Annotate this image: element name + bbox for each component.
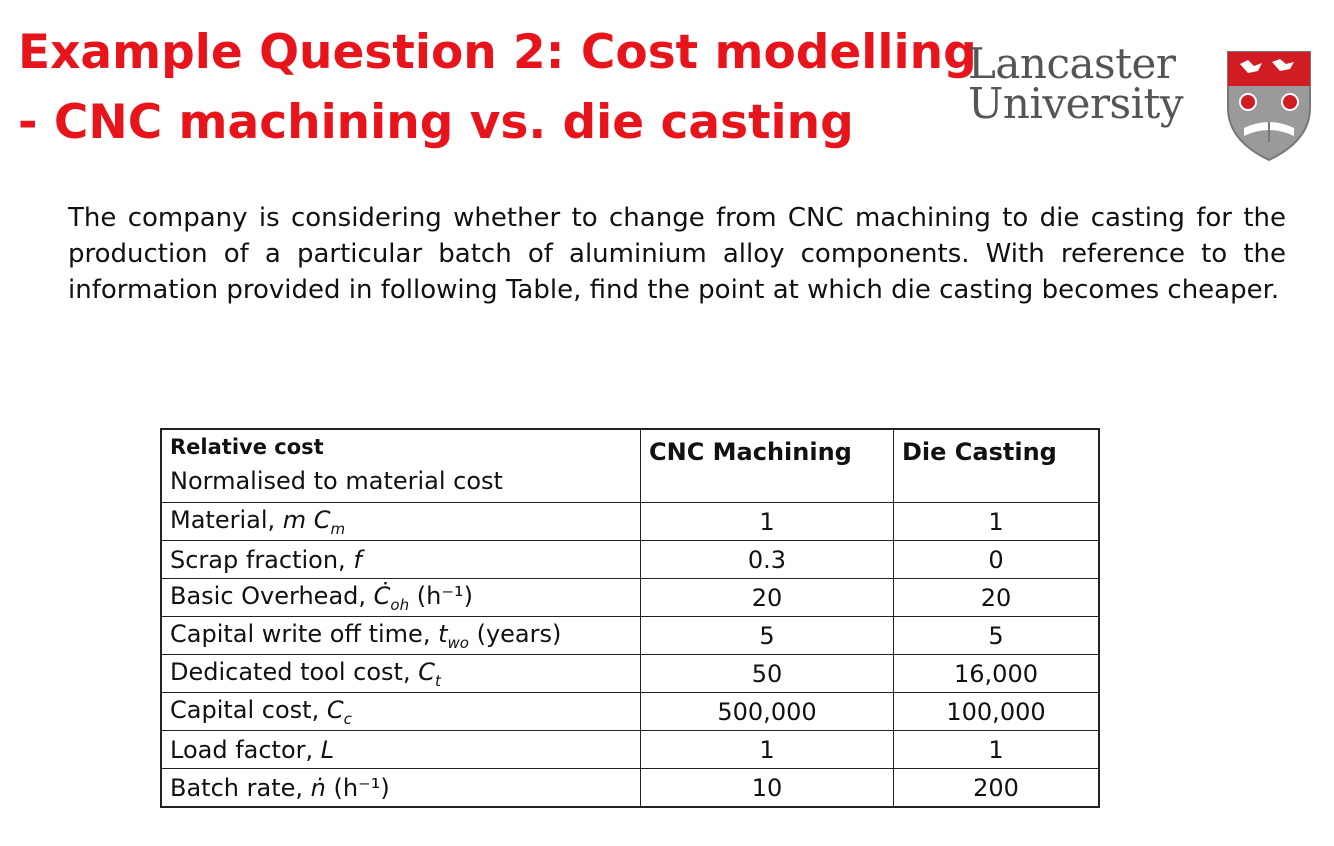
cell-cnc: 500,000 <box>641 693 894 731</box>
header-cnc: CNC Machining <box>641 429 894 503</box>
header-relative-cost <box>161 429 641 503</box>
title-line-1: Example Question 2: Cost modelling <box>18 25 977 80</box>
row-label-text: Capital write off time, <box>170 619 439 648</box>
row-symbol: C <box>418 657 435 686</box>
cell-cnc: 20 <box>641 579 894 617</box>
cell-die: 200 <box>894 769 1100 808</box>
cell-cnc: 50 <box>641 655 894 693</box>
row-symbol-subscript: wo <box>447 633 469 652</box>
university-logo <box>968 39 1318 164</box>
cell-die: 5 <box>894 617 1100 655</box>
logo-line-2: University <box>968 79 1184 128</box>
cell-die: 1 <box>894 503 1100 541</box>
row-unit: (h⁻¹) <box>409 581 473 610</box>
row-label <box>161 693 641 731</box>
table-row <box>161 503 1099 541</box>
row-symbol: L <box>320 735 335 764</box>
cell-die: 20 <box>894 579 1100 617</box>
cell-cnc: 1 <box>641 503 894 541</box>
row-symbol: Ċ <box>373 581 391 610</box>
logo-line-1: Lancaster <box>968 39 1176 88</box>
row-label <box>161 579 641 617</box>
table-row <box>161 579 1099 617</box>
row-label <box>161 503 641 541</box>
slide-title <box>18 18 977 158</box>
row-symbol-subscript: m <box>330 519 346 538</box>
row-label <box>161 655 641 693</box>
table-row <box>161 655 1099 693</box>
cell-cnc: 0.3 <box>641 541 894 579</box>
row-symbol-subscript: oh <box>390 595 410 614</box>
row-label <box>161 617 641 655</box>
table-row <box>161 693 1099 731</box>
cell-die: 0 <box>894 541 1100 579</box>
row-symbol: m C <box>282 505 331 534</box>
crest-icon <box>1226 50 1312 162</box>
cell-die: 100,000 <box>894 693 1100 731</box>
table-row <box>161 731 1099 769</box>
row-label <box>161 541 641 579</box>
row-label-text: Capital cost, <box>170 695 327 724</box>
row-label-text: Scrap fraction, <box>170 545 354 574</box>
row-label <box>161 731 641 769</box>
row-symbol: C <box>326 695 344 724</box>
question-paragraph: The company is considering whether to change from CNC machining to die casting for the production of a particular batch of aluminium alloy components. With reference to the information provided in following Table, find the point at which die casting becomes cheaper. <box>68 203 1286 305</box>
header-main: Relative cost <box>170 435 324 459</box>
row-symbol: t <box>438 619 448 648</box>
cost-table <box>160 428 1100 808</box>
cell-cnc: 5 <box>641 617 894 655</box>
row-label <box>161 769 641 808</box>
row-label-text: Basic Overhead, <box>170 581 374 610</box>
cell-die: 16,000 <box>894 655 1100 693</box>
table-row <box>161 769 1099 808</box>
row-symbol: f <box>353 545 362 574</box>
cell-cnc: 1 <box>641 731 894 769</box>
row-label-text: Dedicated tool cost, <box>170 657 419 686</box>
row-symbol-subscript: c <box>343 709 352 728</box>
header-die: Die Casting <box>894 429 1100 503</box>
table-row <box>161 617 1099 655</box>
table-header-row <box>161 429 1099 503</box>
row-unit: (years) <box>468 619 562 648</box>
row-label-text: Batch rate, <box>170 773 311 802</box>
title-line-2: - CNC machining vs. die casting <box>18 95 854 150</box>
logo-wordmark <box>968 39 1184 128</box>
row-label-text: Material, <box>170 505 283 534</box>
row-unit: (h⁻¹) <box>325 773 390 802</box>
header-sub: Normalised to material cost <box>170 467 503 495</box>
cell-cnc: 10 <box>641 769 894 808</box>
cell-die: 1 <box>894 731 1100 769</box>
row-symbol: ṅ <box>310 773 326 802</box>
row-symbol-subscript: t <box>434 671 441 690</box>
table-row <box>161 541 1099 579</box>
row-label-text: Load factor, <box>170 735 321 764</box>
